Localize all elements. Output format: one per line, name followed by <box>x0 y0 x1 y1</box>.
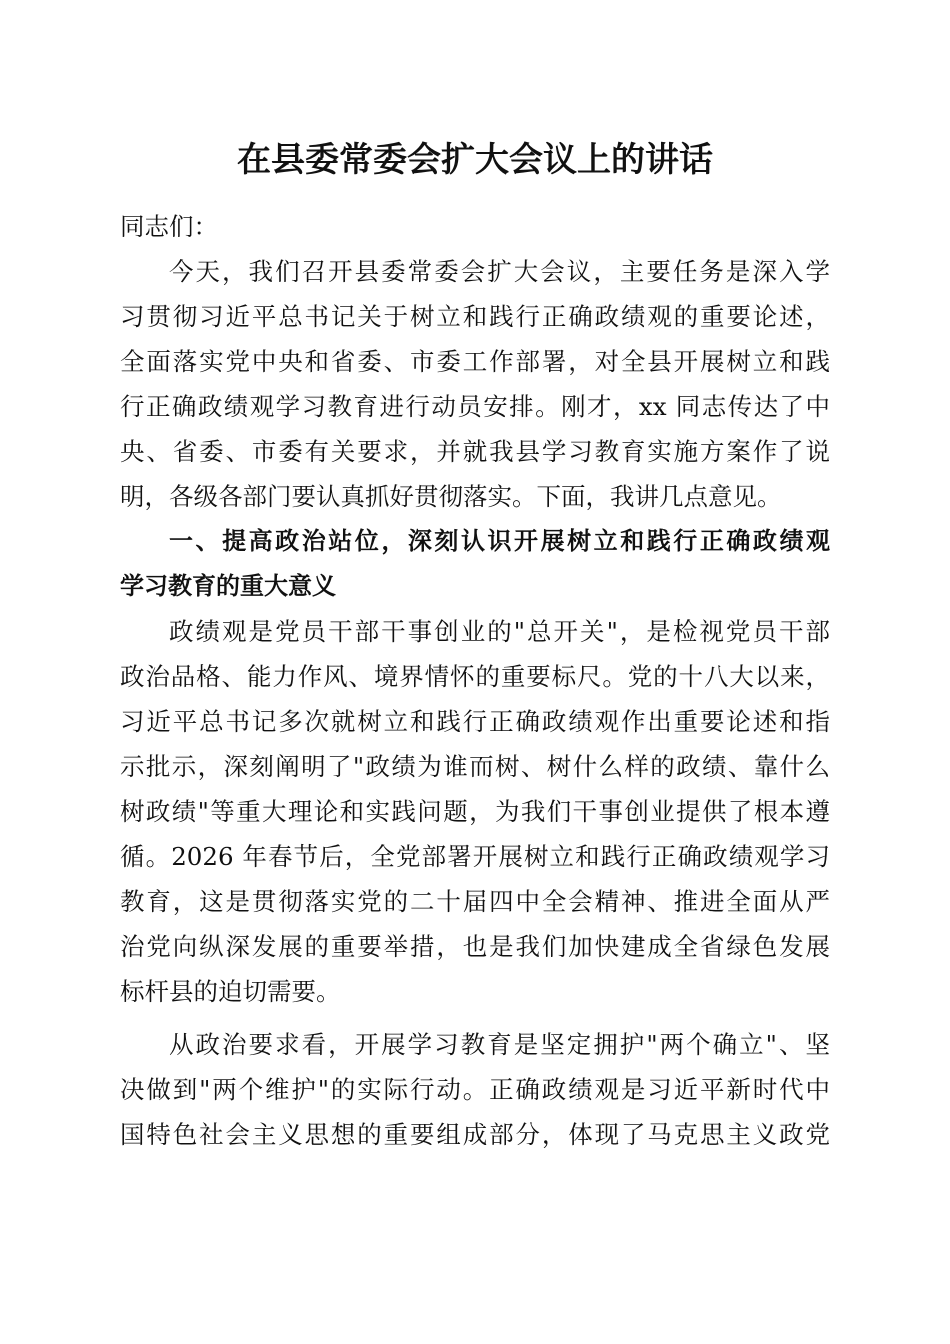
section-heading-1 <box>120 519 830 609</box>
paragraph-line: 治党向纵深发展的重要举措，也是我们加快建成全省绿色发展 <box>120 932 830 961</box>
paragraph-line: 今天，我们召开县委常委会扩大会议，主要任务是深入学 <box>169 257 830 286</box>
paragraph-line: 全面落实党中央和省委、市委工作部署，对全县开展树立和践 <box>120 347 830 376</box>
salutation: 同志们： <box>120 212 218 241</box>
paragraph-line: 央、省委、市委有关要求，并就我县学习教育实施方案作了说 <box>120 437 830 466</box>
paragraph-line: 标杆县的迫切需要。 <box>120 977 341 1006</box>
paragraph-line: 政绩观是党员干部干事创业的"总开关"，是检视党员干部 <box>169 617 830 646</box>
heading-line: 学习教育的重大意义 <box>120 572 336 600</box>
paragraph-line: 行正确政绩观学习教育进行动员安排。刚才，xx 同志传达了中 <box>120 392 830 421</box>
heading-line: 一、提高政治站位，深刻认识开展树立和践行正确政绩观 <box>169 527 830 555</box>
paragraph-spacer <box>120 1014 830 1022</box>
paragraph-line: 从政治要求看，开展学习教育是坚定拥护"两个确立"、坚 <box>169 1030 830 1059</box>
paragraph-line: 习近平总书记多次就树立和践行正确政绩观作出重要论述和指 <box>120 707 830 736</box>
paragraph-political-requirement <box>120 1022 830 1157</box>
paragraph-significance <box>120 609 830 1014</box>
paragraph-line: 循。2026 年春节后，全党部署开展树立和践行正确政绩观学习 <box>120 842 830 871</box>
paragraph-line: 国特色社会主义思想的重要组成部分，体现了马克思主义政党 <box>120 1120 830 1149</box>
paragraph-opening <box>120 249 830 519</box>
paragraph-line: 决做到"两个维护"的实际行动。正确政绩观是习近平新时代中 <box>120 1075 830 1104</box>
document-title: 在县委常委会扩大会议上的讲话 <box>237 140 713 180</box>
paragraph-line: 树政绩"等重大理论和实践问题，为我们干事创业提供了根本遵 <box>120 797 830 826</box>
document-body <box>120 204 830 1157</box>
paragraph-line: 政治品格、能力作风、境界情怀的重要标尺。党的十八大以来， <box>120 662 830 691</box>
paragraph-line: 习贯彻习近平总书记关于树立和践行正确政绩观的重要论述， <box>120 302 830 331</box>
paragraph-line: 示批示，深刻阐明了"政绩为谁而树、树什么样的政绩、靠什么 <box>120 752 830 781</box>
paragraph-line: 明，各级各部门要认真抓好贯彻落实。下面，我讲几点意见。 <box>120 482 782 511</box>
paragraph-line: 教育，这是贯彻落实党的二十届四中全会精神、推进全面从严 <box>120 887 830 916</box>
